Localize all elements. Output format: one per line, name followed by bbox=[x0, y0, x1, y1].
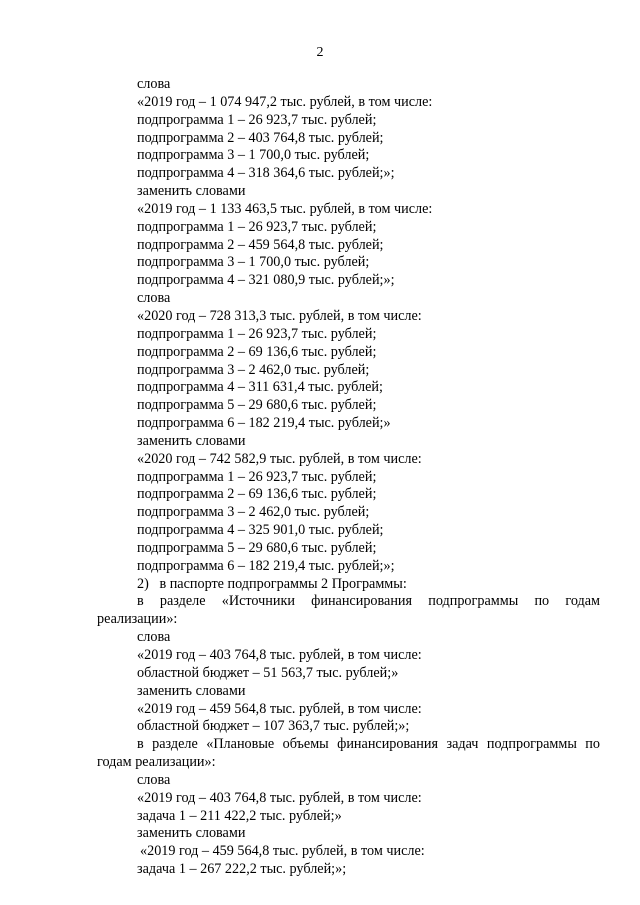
text-line: «2020 год – 728 313,3 тыс. рублей, в том числе: bbox=[137, 307, 422, 324]
text-line: «2019 год – 1 133 463,5 тыс. рублей, в том числе: bbox=[137, 200, 433, 217]
text-line: подпрограмма 6 – 182 219,4 тыс. рублей;» bbox=[137, 415, 391, 432]
text-line: слова bbox=[137, 771, 171, 788]
text-line: подпрограмма 1 – 26 923,7 тыс. рублей; bbox=[137, 218, 377, 235]
text-line: задача 1 – 211 422,2 тыс. рублей;» bbox=[137, 807, 342, 824]
text-line: заменить словами bbox=[137, 432, 246, 449]
text-line: подпрограмма 2 – 403 764,8 тыс. рублей; bbox=[137, 129, 384, 146]
text-line: подпрограмма 1 – 26 923,7 тыс. рублей; bbox=[137, 325, 377, 342]
text-line: «2019 год – 403 764,8 тыс. рублей, в том числе: bbox=[137, 789, 422, 806]
text-line: подпрограмма 2 – 459 564,8 тыс. рублей; bbox=[137, 236, 384, 253]
text-line: «2019 год – 1 074 947,2 тыс. рублей, в том числе: bbox=[137, 93, 433, 110]
text-line: подпрограмма 1 – 26 923,7 тыс. рублей; bbox=[137, 111, 377, 128]
text-line: «2019 год – 403 764,8 тыс. рублей, в том числе: bbox=[137, 647, 422, 663]
text-line: подпрограмма 2 – 69 136,6 тыс. рублей; bbox=[137, 343, 377, 360]
text-line: подпрограмма 2 – 69 136,6 тыс. рублей; bbox=[137, 486, 377, 503]
text-line: заменить словами bbox=[137, 183, 246, 200]
text-line: подпрограмма 3 – 1 700,0 тыс. рублей; bbox=[137, 147, 370, 164]
text-line: слова bbox=[137, 290, 171, 307]
page-number: 2 bbox=[316, 45, 324, 60]
text-line: «2020 год – 742 582,9 тыс. рублей, в том числе: bbox=[137, 450, 422, 467]
text-line: областной бюджет – 51 563,7 тыс. рублей;» bbox=[137, 664, 399, 681]
text-paragraph: в разделе «Плановые объемы финансирования задач подпрограммы по годам реализации»: bbox=[97, 736, 600, 771]
text-line: заменить словами bbox=[137, 682, 246, 699]
text-line: подпрограмма 6 – 182 219,4 тыс. рублей;»; bbox=[137, 557, 395, 574]
text-line: подпрограмма 3 – 2 462,0 тыс. рублей; bbox=[137, 504, 370, 521]
text-line: задача 1 – 267 222,2 тыс. рублей;»; bbox=[137, 861, 347, 878]
text-line: подпрограмма 1 – 26 923,7 тыс. рублей; bbox=[137, 468, 377, 485]
text-line: слова bbox=[137, 629, 171, 646]
text-line: подпрограмма 5 – 29 680,6 тыс. рублей; bbox=[137, 397, 377, 414]
text-line: подпрограмма 4 – 325 901,0 тыс. рублей; bbox=[137, 522, 384, 539]
text-line: заменить словами bbox=[137, 825, 246, 842]
text-line: областной бюджет – 107 363,7 тыс. рублей;»; bbox=[137, 718, 410, 735]
text-paragraph: в разделе «Источники финансирования подпрограммы по годам реализации»: bbox=[97, 593, 600, 628]
text-line: подпрограмма 5 – 29 680,6 тыс. рублей; bbox=[137, 539, 377, 556]
text-line: слова bbox=[137, 76, 171, 92]
text-line: подпрограмма 3 – 1 700,0 тыс. рублей; bbox=[137, 254, 370, 271]
text-line: «2019 год – 459 564,8 тыс. рублей, в том числе: bbox=[137, 700, 422, 717]
text-line: «2019 год – 459 564,8 тыс. рублей, в том числе: bbox=[140, 843, 425, 860]
text-line: 2) в паспорте подпрограммы 2 Программы: bbox=[137, 575, 407, 592]
document-body bbox=[97, 76, 600, 879]
text-line: подпрограмма 4 – 321 080,9 тыс. рублей;»; bbox=[137, 272, 395, 289]
text-line: подпрограмма 3 – 2 462,0 тыс. рублей; bbox=[137, 361, 370, 378]
text-line: подпрограмма 4 – 311 631,4 тыс. рублей; bbox=[137, 379, 383, 396]
text-line: подпрограмма 4 – 318 364,6 тыс. рублей;»; bbox=[137, 165, 395, 182]
